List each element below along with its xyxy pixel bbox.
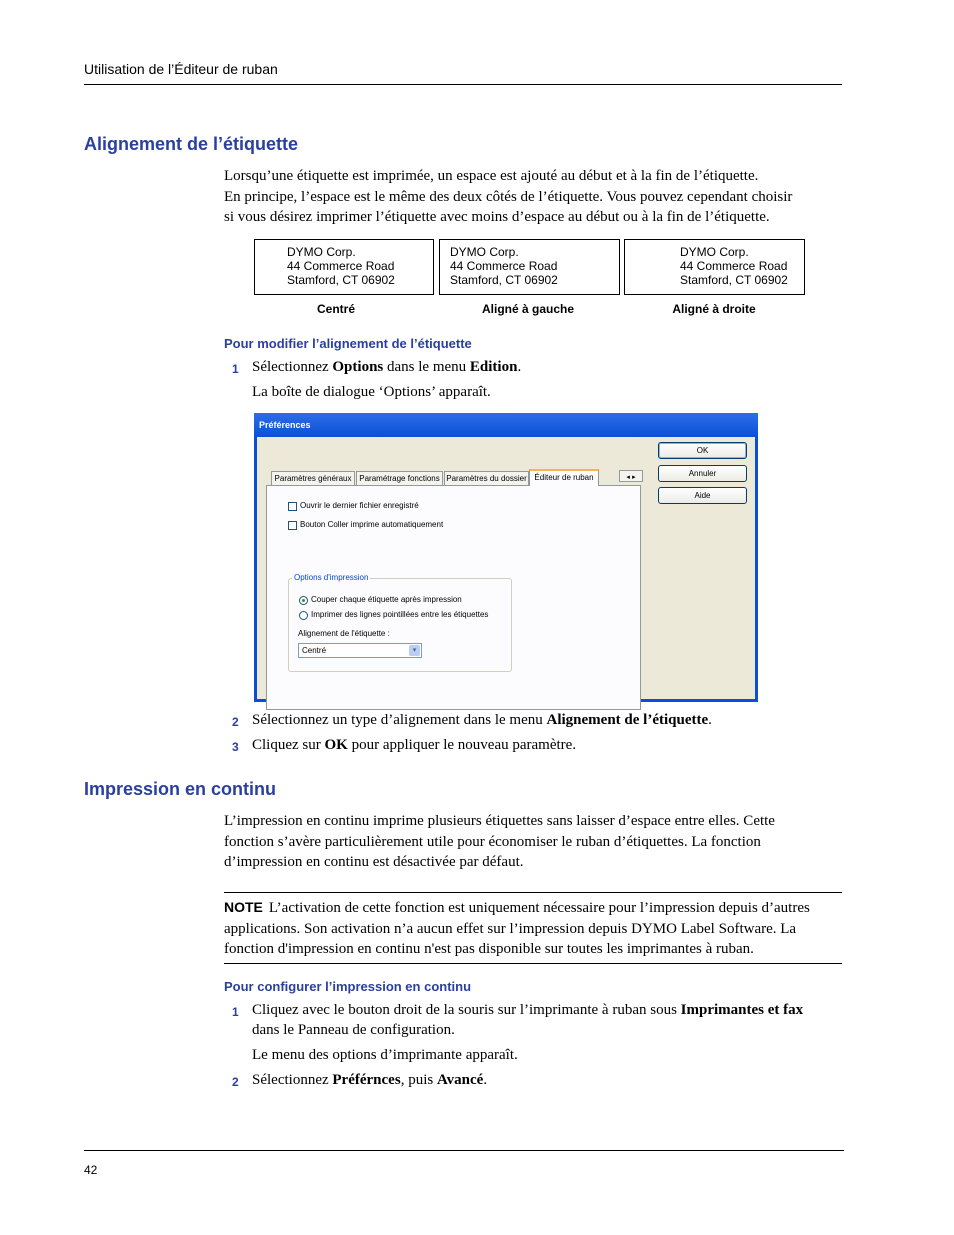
note-top-rule [224, 892, 842, 893]
procedure-title-alignment: Pour modifier l’alignement de l’étiquette [224, 336, 472, 351]
footer-rule [84, 1150, 844, 1151]
step-number: 1 [232, 1005, 239, 1019]
tab-folders[interactable]: Paramètres du dossier [444, 471, 529, 485]
continuous-line-2: fonction s’avère particulièrement utile pour économiser le ruban d’étiquettes. La fonction [224, 833, 761, 850]
label-line: 44 Commerce Road [287, 259, 395, 273]
checkbox-open-last-file-label: Ouvrir le dernier fichier enregistré [300, 501, 419, 510]
checkbox-paste-autoprint[interactable] [288, 521, 297, 530]
note-bottom-rule [224, 963, 842, 964]
group-title: Options d'impression [294, 573, 369, 582]
page-number: 42 [84, 1163, 98, 1177]
header-rule [84, 84, 842, 85]
tab-panel [266, 485, 641, 710]
running-header: Utilisation de l’Éditeur de ruban [84, 61, 278, 77]
step-number: 2 [232, 1075, 239, 1089]
procedure-title-continuous: Pour configurer l’impression en continu [224, 979, 472, 994]
note-block [224, 897, 842, 960]
tab-ribbon-editor[interactable]: Éditeur de ruban [529, 469, 599, 486]
label-line: Stamford, CT 06902 [680, 273, 788, 287]
cancel-button[interactable]: Annuler [658, 465, 747, 482]
continuous-step-2-text: Sélectionnez Préférnces, puis Avancé. [252, 1072, 488, 1088]
alignment-select[interactable] [298, 643, 422, 658]
tab-functions[interactable]: Paramétrage fonctions [356, 471, 443, 485]
step-number: 2 [232, 715, 239, 729]
continuous-intro [224, 811, 844, 873]
label-example-left [439, 239, 620, 295]
label-caption-right: Aligné à droite [672, 302, 756, 316]
alignment-intro [224, 166, 844, 228]
dialog-body [257, 437, 755, 699]
note-line-3: fonction d'impression en continu n'est pas disponible sur toutes les imprimantes à ruban. [224, 941, 754, 957]
continuous-step-1-text: Cliquez avec le bouton droit de la souris sur l’imprimante à ruban sous Imprimantes et fax dans le Panneau de configuration. [252, 1002, 804, 1038]
label-line: DYMO Corp. [680, 245, 749, 259]
radio-cut-each-label-text: Couper chaque étiquette après impression [311, 595, 462, 604]
checkbox-paste-autoprint-label: Bouton Coller imprime automatiquement [300, 520, 444, 529]
ok-button[interactable]: OK [658, 442, 747, 459]
intro-line-1: Lorsqu’une étiquette est imprimée, un espace est ajouté au début et à la fin de l’étiquette. [224, 168, 759, 184]
step-number: 3 [232, 740, 239, 754]
label-line: 44 Commerce Road [680, 259, 788, 273]
label-caption-left: Aligné à gauche [481, 302, 575, 316]
label-line: 44 Commerce Road [450, 259, 558, 273]
note-line-1: L’activation de cette fonction est uniquement nécessaire pour l’impression depuis d’autres [268, 900, 810, 916]
label-example-centered [254, 239, 434, 295]
label-caption-centered: Centré [316, 302, 355, 316]
step-2-text: Sélectionnez un type d’alignement dans le menu Alignement de l’étiquette. [252, 712, 712, 728]
intro-line-3: si vous désirez imprimer l’étiquette avec moins d’espace au début ou à la fin de l’étiquette. [224, 209, 770, 225]
checkbox-open-last-file[interactable] [288, 502, 297, 511]
help-button[interactable]: Aide [658, 487, 747, 504]
step-1-result: La boîte de dialogue ‘Options’ apparaît. [252, 384, 491, 400]
tab-general[interactable]: Paramètres généraux [271, 471, 355, 485]
intro-line-2: En principe, l’espace est le même des deux côtés de l’étiquette. Vous pouvez cependant choisir [224, 188, 793, 205]
chevron-down-icon[interactable]: ▾ [409, 645, 420, 656]
label-line: DYMO Corp. [450, 245, 519, 259]
step-number: 1 [232, 362, 239, 376]
alignment-select-value: Centré [302, 646, 327, 655]
label-example-right [624, 239, 805, 295]
section-title-continuous: Impression en continu [84, 779, 277, 799]
label-line: Stamford, CT 06902 [450, 273, 558, 287]
continuous-step-1-result: Le menu des options d’imprimante apparaît. [252, 1047, 518, 1063]
radio-print-dotted-lines[interactable] [299, 611, 308, 620]
note-line-2: applications. Son activation n’a aucun effet sur l’impression depuis DYMO Label Software. La [224, 920, 797, 937]
alignment-label: Alignement de l'étiquette : [298, 629, 390, 638]
continuous-line-3: d’impression en continu est désactivée par défaut. [224, 854, 524, 870]
note-keyword: NOTE [224, 899, 263, 915]
tab-scroll-arrows-icon[interactable]: ◂ ▸ [619, 470, 643, 482]
label-line: DYMO Corp. [287, 245, 356, 259]
label-line: Stamford, CT 06902 [287, 273, 395, 287]
radio-print-dotted-lines-text: Imprimer des lignes pointillées entre les étiquettes [311, 610, 489, 619]
continuous-line-1: L’impression en continu imprime plusieurs étiquettes sans laisser d’espace entre elles. Cette [224, 813, 775, 829]
radio-cut-each-label[interactable] [299, 596, 308, 605]
section-title-alignment: Alignement de l’étiquette [84, 134, 299, 154]
step-1-text: Sélectionnez Options dans le menu Edition. [252, 359, 522, 375]
preferences-dialog [254, 413, 758, 702]
step-3-text: Cliquez sur OK pour appliquer le nouveau paramètre. [252, 737, 577, 753]
dialog-title: Préférences [254, 413, 758, 437]
